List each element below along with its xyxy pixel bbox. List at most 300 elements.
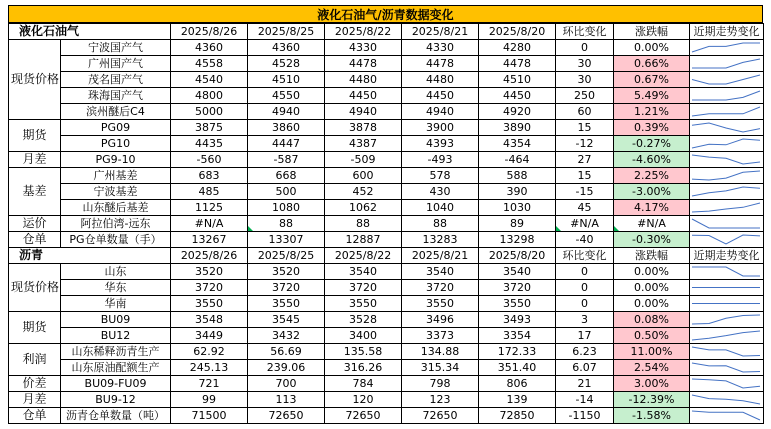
table-row	[9, 184, 764, 200]
trend-cell	[690, 120, 764, 136]
value-cell: -560	[171, 152, 248, 168]
pct-cell: 0.67%	[614, 72, 690, 88]
value-cell: 4387	[325, 136, 402, 152]
value-cell: 4528	[248, 56, 325, 72]
trend-cell	[690, 296, 764, 312]
change-cell: 30	[556, 56, 614, 72]
sparkline-line	[692, 203, 760, 212]
date-header: 2025/8/20	[479, 248, 556, 264]
table-row	[9, 72, 764, 88]
value-cell: 4550	[248, 88, 325, 104]
change-cell: 21	[556, 376, 614, 392]
sparkline-line	[692, 139, 760, 148]
value-cell: 13267	[171, 232, 248, 248]
change-cell: 0	[556, 280, 614, 296]
value-cell: 668	[248, 168, 325, 184]
value-cell: 784	[325, 376, 402, 392]
sparkline-line	[692, 363, 760, 372]
trend-cell	[690, 168, 764, 184]
pct-header: 涨跌幅	[614, 24, 690, 40]
value-cell: 3540	[325, 264, 402, 280]
value-cell: 4450	[325, 88, 402, 104]
trend-cell	[690, 72, 764, 88]
value-cell: 3528	[325, 312, 402, 328]
category-label: 运价	[9, 216, 61, 232]
change-cell: -15	[556, 184, 614, 200]
row-label: 广州基差	[61, 168, 171, 184]
trend-sparkline	[690, 328, 762, 343]
value-cell: 4478	[325, 56, 402, 72]
change-cell: 30	[556, 72, 614, 88]
trend-sparkline	[690, 360, 762, 375]
table-row	[9, 120, 764, 136]
value-cell: 4540	[171, 72, 248, 88]
table-row	[9, 152, 764, 168]
trend-cell	[690, 312, 764, 328]
table-row	[9, 104, 764, 120]
table-row	[9, 344, 764, 360]
row-label: 山东原油配额生产	[61, 360, 171, 376]
category-label: 价差	[9, 376, 61, 392]
value-cell: 1062	[325, 200, 402, 216]
change-cell: 0	[556, 296, 614, 312]
value-cell: 721	[171, 376, 248, 392]
value-cell: 3550	[479, 296, 556, 312]
value-cell: 4940	[325, 104, 402, 120]
value-cell: 3875	[171, 120, 248, 136]
trend-cell	[690, 280, 764, 296]
value-cell: 72650	[248, 408, 325, 424]
trend-cell	[690, 200, 764, 216]
change-cell: -14	[556, 392, 614, 408]
pct-cell: #N/A	[614, 216, 690, 232]
change-cell: 6.23	[556, 344, 614, 360]
trend-sparkline	[690, 200, 762, 215]
row-label: 宁波国产气	[61, 40, 171, 56]
value-cell: 806	[479, 376, 556, 392]
change-cell: -12	[556, 136, 614, 152]
trend-cell	[690, 152, 764, 168]
date-header: 2025/8/21	[402, 248, 479, 264]
pct-cell: 11.00%	[614, 344, 690, 360]
row-label: 沥青仓单数量（吨）	[61, 408, 171, 424]
trend-sparkline	[690, 408, 762, 423]
category-label: 现货价格	[9, 40, 61, 120]
change-cell: #N/A	[556, 216, 614, 232]
value-cell: 4800	[171, 88, 248, 104]
value-cell: 4480	[402, 72, 479, 88]
value-cell: 3900	[402, 120, 479, 136]
change-cell: -40	[556, 232, 614, 248]
value-cell: 3550	[248, 296, 325, 312]
trend-cell	[690, 88, 764, 104]
change-cell: 45	[556, 200, 614, 216]
row-label: 山东	[61, 264, 171, 280]
value-cell: 500	[248, 184, 325, 200]
row-label: 华南	[61, 296, 171, 312]
table-row	[9, 232, 764, 248]
row-label: BU9-12	[61, 392, 171, 408]
value-cell: 1040	[402, 200, 479, 216]
trend-cell	[690, 264, 764, 280]
sheet-title: 液化石油气/沥青数据变化	[8, 5, 763, 23]
value-cell: 245.13	[171, 360, 248, 376]
trend-sparkline	[690, 216, 762, 231]
value-cell: 72650	[402, 408, 479, 424]
value-cell: 72650	[325, 408, 402, 424]
pct-cell: 0.50%	[614, 328, 690, 344]
category-label: 仓单	[9, 232, 61, 248]
table-row	[9, 328, 764, 344]
change-cell: 15	[556, 120, 614, 136]
trend-cell	[690, 328, 764, 344]
pct-cell: -4.60%	[614, 152, 690, 168]
value-cell: 123	[402, 392, 479, 408]
value-cell: 88	[325, 216, 402, 232]
trend-sparkline	[690, 376, 762, 391]
trend-sparkline	[690, 88, 762, 103]
pct-cell: 3.00%	[614, 376, 690, 392]
value-cell: 88	[402, 216, 479, 232]
value-cell: 4510	[479, 72, 556, 88]
trend-sparkline	[690, 280, 762, 295]
value-cell: 13298	[479, 232, 556, 248]
sparkline-line	[692, 331, 760, 340]
trend-header: 近期走势变化	[690, 248, 764, 264]
value-cell: 4920	[479, 104, 556, 120]
sparkline-line	[692, 267, 760, 276]
table-row	[9, 312, 764, 328]
change-cell: 6.07	[556, 360, 614, 376]
row-label: 广州国产气	[61, 56, 171, 72]
value-cell: 3493	[479, 312, 556, 328]
table-row	[9, 56, 764, 72]
value-cell: 430	[402, 184, 479, 200]
section-title: 沥青	[9, 248, 171, 264]
pct-cell: 5.49%	[614, 88, 690, 104]
pct-cell: -0.30%	[614, 232, 690, 248]
value-cell: 3720	[479, 280, 556, 296]
table-row	[9, 376, 764, 392]
trend-sparkline	[690, 392, 762, 407]
row-label: 山东醚后基差	[61, 200, 171, 216]
date-header: 2025/8/21	[402, 24, 479, 40]
sparkline-line	[692, 123, 760, 132]
value-cell: 139	[479, 392, 556, 408]
value-cell: 3550	[325, 296, 402, 312]
date-header: 2025/8/25	[248, 24, 325, 40]
category-label: 现货价格	[9, 264, 61, 312]
trend-cell	[690, 360, 764, 376]
pct-cell: 0.00%	[614, 264, 690, 280]
value-cell: 3860	[248, 120, 325, 136]
pct-cell: 0.00%	[614, 296, 690, 312]
trend-sparkline	[690, 104, 762, 119]
table-row	[9, 360, 764, 376]
value-cell: 72850	[479, 408, 556, 424]
sparkline-line	[692, 75, 760, 84]
pct-cell: 0.00%	[614, 280, 690, 296]
value-cell: 588	[479, 168, 556, 184]
category-label: 仓单	[9, 408, 61, 424]
date-header: 2025/8/26	[171, 248, 248, 264]
trend-cell	[690, 232, 764, 248]
row-label: 滨州醚后C4	[61, 104, 171, 120]
pct-cell: 2.54%	[614, 360, 690, 376]
value-cell: 798	[402, 376, 479, 392]
category-label: 期货	[9, 120, 61, 152]
row-label: 宁波基差	[61, 184, 171, 200]
value-cell: 120	[325, 392, 402, 408]
sparkline-line	[692, 107, 760, 116]
value-cell: 3540	[402, 264, 479, 280]
value-cell: 4447	[248, 136, 325, 152]
table-row	[9, 216, 764, 232]
value-cell: 390	[479, 184, 556, 200]
value-cell: 315.34	[402, 360, 479, 376]
value-cell: 3373	[402, 328, 479, 344]
value-cell: 4330	[325, 40, 402, 56]
date-header: 2025/8/20	[479, 24, 556, 40]
pct-cell: -12.39%	[614, 392, 690, 408]
category-label: 月差	[9, 392, 61, 408]
sparkline-line	[692, 347, 760, 356]
value-cell: 600	[325, 168, 402, 184]
value-cell: 485	[171, 184, 248, 200]
value-cell: 3550	[171, 296, 248, 312]
change-cell: 0	[556, 264, 614, 280]
trend-sparkline	[690, 312, 762, 327]
date-header: 2025/8/22	[325, 248, 402, 264]
row-label: 山东稀释沥青生产	[61, 344, 171, 360]
date-header: 2025/8/22	[325, 24, 402, 40]
value-cell: 239.06	[248, 360, 325, 376]
value-cell: 3720	[325, 280, 402, 296]
header-row	[9, 24, 764, 40]
value-cell: 13307	[248, 232, 325, 248]
pct-cell: -3.00%	[614, 184, 690, 200]
value-cell: 3720	[171, 280, 248, 296]
value-cell: 3890	[479, 120, 556, 136]
value-cell: 88	[248, 216, 325, 232]
sparkline-line	[692, 59, 760, 68]
value-cell: 700	[248, 376, 325, 392]
category-label: 期货	[9, 312, 61, 344]
value-cell: 452	[325, 184, 402, 200]
value-cell: 56.69	[248, 344, 325, 360]
value-cell: 3432	[248, 328, 325, 344]
row-label: 茂名国产气	[61, 72, 171, 88]
change-cell: 60	[556, 104, 614, 120]
value-cell: 5000	[171, 104, 248, 120]
date-header: 2025/8/25	[248, 248, 325, 264]
value-cell: 4393	[402, 136, 479, 152]
value-cell: 3540	[479, 264, 556, 280]
value-cell: -587	[248, 152, 325, 168]
table-row	[9, 200, 764, 216]
pct-cell: 0.39%	[614, 120, 690, 136]
row-label: 珠海国产气	[61, 88, 171, 104]
table-row	[9, 408, 764, 424]
sparkline-line	[692, 235, 760, 244]
value-cell: 4558	[171, 56, 248, 72]
value-cell: 3720	[248, 280, 325, 296]
value-cell: -509	[325, 152, 402, 168]
row-label: PG仓单数量（手）	[61, 232, 171, 248]
category-label: 利润	[9, 344, 61, 376]
value-cell: 4280	[479, 40, 556, 56]
value-cell: 4478	[402, 56, 479, 72]
value-cell: 4450	[402, 88, 479, 104]
trend-cell	[690, 408, 764, 424]
change-cell: 0	[556, 40, 614, 56]
row-label: BU12	[61, 328, 171, 344]
value-cell: 4510	[248, 72, 325, 88]
category-label: 月差	[9, 152, 61, 168]
table-row	[9, 136, 764, 152]
row-label: 阿拉伯湾-远东	[61, 216, 171, 232]
sparkline-line	[692, 379, 760, 388]
header-row	[9, 248, 764, 264]
table-row	[9, 280, 764, 296]
trend-sparkline	[690, 344, 762, 359]
table-row	[9, 168, 764, 184]
change-header: 环比变化	[556, 24, 614, 40]
sparkline-line	[692, 187, 760, 196]
value-cell: 4360	[171, 40, 248, 56]
pct-cell: 0.00%	[614, 40, 690, 56]
table-row	[9, 296, 764, 312]
value-cell: 578	[402, 168, 479, 184]
value-cell: 4940	[248, 104, 325, 120]
value-cell: 3400	[325, 328, 402, 344]
value-cell: 3496	[402, 312, 479, 328]
pct-header: 涨跌幅	[614, 248, 690, 264]
value-cell: 351.40	[479, 360, 556, 376]
value-cell: 3449	[171, 328, 248, 344]
change-cell: 3	[556, 312, 614, 328]
value-cell: #N/A	[171, 216, 248, 232]
value-cell: 135.58	[325, 344, 402, 360]
value-cell: 71500	[171, 408, 248, 424]
value-cell: -493	[402, 152, 479, 168]
value-cell: 3520	[248, 264, 325, 280]
sparkline-line	[692, 219, 760, 228]
trend-cell	[690, 40, 764, 56]
data-table	[8, 23, 764, 424]
sparkline-line	[692, 315, 760, 324]
change-header: 环比变化	[556, 248, 614, 264]
pct-cell: -1.58%	[614, 408, 690, 424]
sparkline-line	[692, 411, 760, 420]
value-cell: 4360	[248, 40, 325, 56]
trend-sparkline	[690, 264, 762, 279]
row-label: 华东	[61, 280, 171, 296]
trend-sparkline	[690, 136, 762, 151]
value-cell: 3720	[402, 280, 479, 296]
row-label: BU09-FU09	[61, 376, 171, 392]
change-cell: 17	[556, 328, 614, 344]
value-cell: 3548	[171, 312, 248, 328]
trend-cell	[690, 136, 764, 152]
value-cell: 3878	[325, 120, 402, 136]
pct-cell: -0.27%	[614, 136, 690, 152]
pct-cell: 0.08%	[614, 312, 690, 328]
pct-cell: 0.66%	[614, 56, 690, 72]
table-row	[9, 40, 764, 56]
value-cell: 316.26	[325, 360, 402, 376]
pct-cell: 4.17%	[614, 200, 690, 216]
pct-cell: 2.25%	[614, 168, 690, 184]
value-cell: 3550	[402, 296, 479, 312]
trend-cell	[690, 392, 764, 408]
value-cell: 13283	[402, 232, 479, 248]
change-cell: 15	[556, 168, 614, 184]
value-cell: 113	[248, 392, 325, 408]
sparkline-line	[692, 395, 760, 404]
trend-sparkline	[690, 152, 762, 167]
value-cell: 4478	[479, 56, 556, 72]
value-cell: 4480	[325, 72, 402, 88]
value-cell: 99	[171, 392, 248, 408]
sparkline-line	[692, 155, 760, 164]
value-cell: 172.33	[479, 344, 556, 360]
value-cell: 4450	[479, 88, 556, 104]
row-label: BU09	[61, 312, 171, 328]
value-cell: 1080	[248, 200, 325, 216]
trend-sparkline	[690, 232, 762, 247]
trend-sparkline	[690, 296, 762, 311]
change-cell: -1150	[556, 408, 614, 424]
row-label: PG09	[61, 120, 171, 136]
trend-sparkline	[690, 184, 762, 199]
value-cell: 1125	[171, 200, 248, 216]
trend-sparkline	[690, 40, 762, 55]
value-cell: 4330	[402, 40, 479, 56]
change-cell: 250	[556, 88, 614, 104]
sparkline-line	[692, 171, 760, 180]
section-title: 液化石油气	[9, 24, 171, 40]
value-cell: 12887	[325, 232, 402, 248]
value-cell: 3545	[248, 312, 325, 328]
table-row	[9, 392, 764, 408]
sparkline-line	[692, 91, 760, 100]
value-cell: 3354	[479, 328, 556, 344]
trend-sparkline	[690, 120, 762, 135]
trend-sparkline	[690, 168, 762, 183]
category-label: 基差	[9, 168, 61, 216]
change-cell: 27	[556, 152, 614, 168]
value-cell: 4940	[402, 104, 479, 120]
sparkline-line	[692, 43, 760, 52]
trend-cell	[690, 344, 764, 360]
row-label: PG10	[61, 136, 171, 152]
value-cell: 4435	[171, 136, 248, 152]
value-cell: 62.92	[171, 344, 248, 360]
trend-cell	[690, 104, 764, 120]
table-row	[9, 264, 764, 280]
trend-cell	[690, 376, 764, 392]
value-cell: 89	[479, 216, 556, 232]
date-header: 2025/8/26	[171, 24, 248, 40]
value-cell: 3520	[171, 264, 248, 280]
trend-cell	[690, 216, 764, 232]
table-row	[9, 88, 764, 104]
value-cell: 134.88	[402, 344, 479, 360]
trend-sparkline	[690, 72, 762, 87]
value-cell: 683	[171, 168, 248, 184]
row-label: PG9-10	[61, 152, 171, 168]
